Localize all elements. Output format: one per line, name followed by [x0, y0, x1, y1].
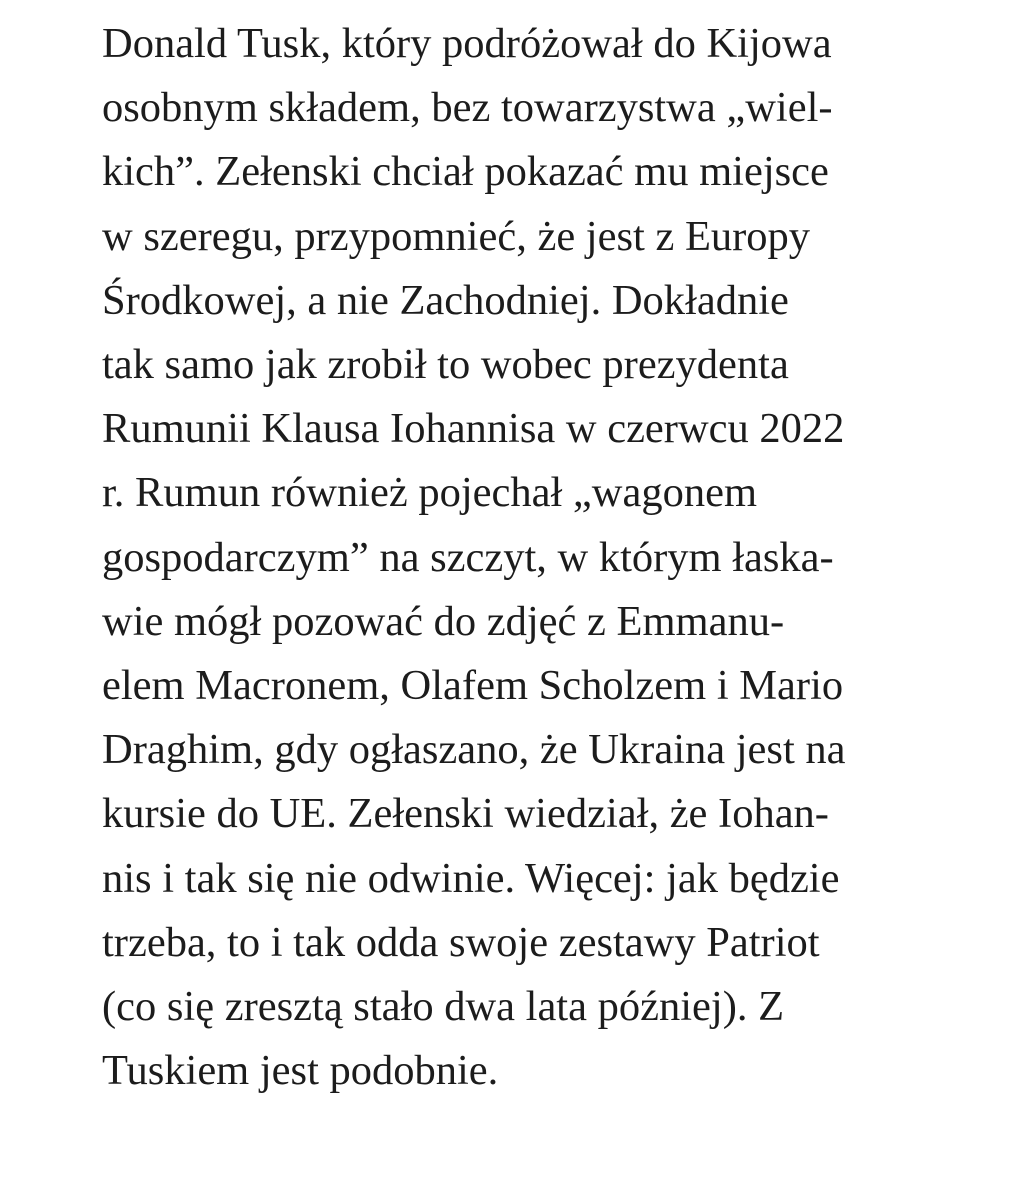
article-line: Rumunii Klausa Iohannisa w czerwcu 2022 [102, 405, 845, 453]
article-line: r. Rumun również pojechał „wagonem [102, 469, 758, 517]
article-line: trzeba, to i tak odda swoje zestawy Patriot [102, 918, 820, 966]
article-line: Środkowej, a nie Zachodniej. Dokładnie [102, 276, 789, 324]
article-line: kich”. Zełenski chciał pokazać mu miejsce [102, 148, 829, 196]
article-line: Tuskiem jest podobnie. [102, 1047, 499, 1095]
article-line: osobnym składem, bez towarzystwa „wiel- [102, 84, 833, 132]
article-line: (co się zresztą stało dwa lata później). Z [102, 983, 785, 1031]
article-line: w szeregu, przypomnieć, że jest z Europy [102, 212, 811, 260]
article-line: wie mógł pozować do zdjęć z Emmanu- [102, 597, 785, 645]
article-line: elem Macronem, Olafem Scholzem i Mario [102, 662, 844, 710]
article-line: nis i tak się nie odwinie. Więcej: jak będzie [102, 854, 840, 902]
article-paragraph [102, 12, 1002, 1103]
article-line: tak samo jak zrobił to wobec prezydenta [102, 341, 789, 389]
article-line: kursie do UE. Zełenski wiedział, że Iohan- [102, 790, 829, 838]
article-line: Draghim, gdy ogłaszano, że Ukraina jest na [102, 726, 846, 774]
article-line: gospodarczym” na szczyt, w którym łaska- [102, 533, 834, 581]
article-line: Donald Tusk, który podróżował do Kijowa [102, 20, 832, 67]
